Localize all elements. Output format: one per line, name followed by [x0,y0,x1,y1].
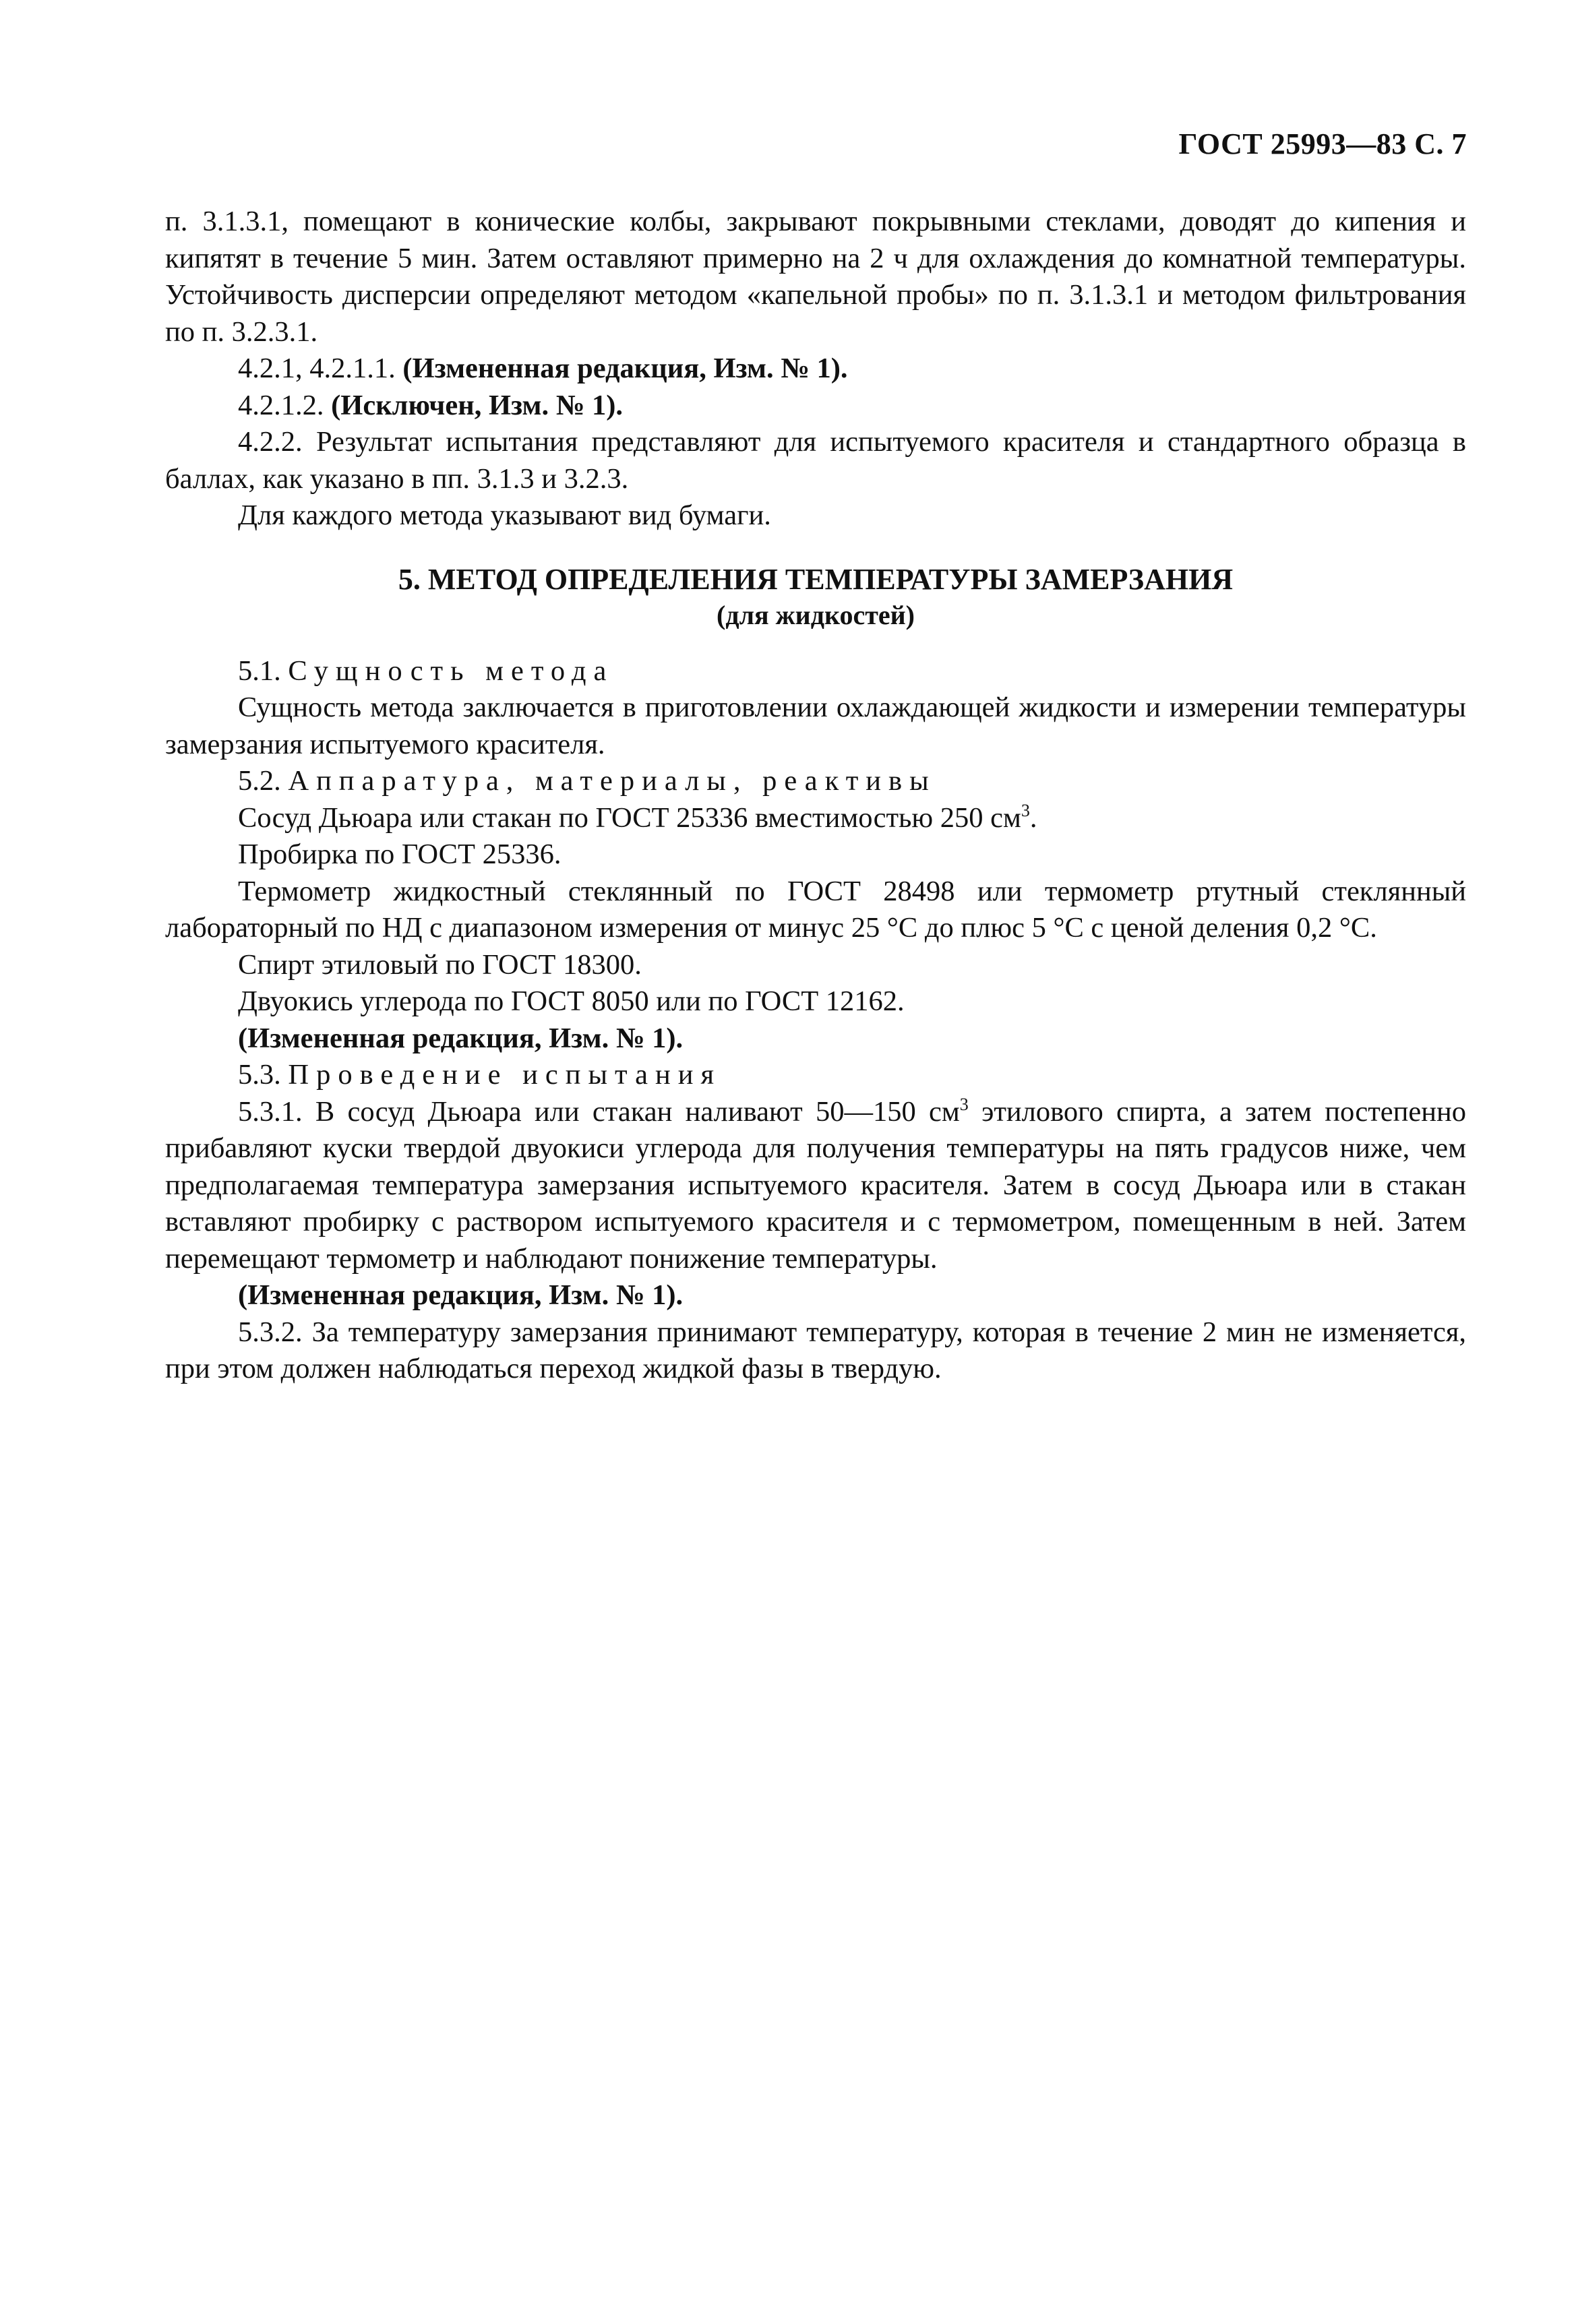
paragraph-test-tube: Пробирка по ГОСТ 25336. [238,838,562,870]
section-title: 5. МЕТОД ОПРЕДЕЛЕНИЯ ТЕМПЕРАТУРЫ ЗАМЕРЗАНИЯ [398,562,1234,596]
paragraph-carbon-dioxide: Двуокись углерода по ГОСТ 8050 или по ГОСТ 12162. [238,985,905,1017]
spaced-heading: Сущность метода [288,654,614,687]
clause-number: 4.2.1, 4.2.1.1. [238,353,403,384]
paragraph-text-cont: этилового спирта, а затем постепенно прибавляют куски твердой двуокиси углерода для получения температуры на пять градусов ниже, чем предполагаемая температура замерзания испытуемого красителя. Затем в сосуд Дьюара или в стакан вставляют пробирку с раствором испытуемого красителя и с термометром, помещенным в ней. Затем перемещают термометр и наблюдают понижение температуры. [165,1095,1466,1275]
spaced-heading: Аппаратура, материалы, реактивы [288,765,936,797]
section-subtitle: (для жидкостей) [717,599,915,630]
clause-number: 5.1. [238,654,289,687]
revision-note: (Измененная редакция, Изм. № 1). [238,1279,684,1311]
clause-number: 4.2.1.2. [238,389,332,421]
spaced-heading: Проведение испытания [288,1059,722,1091]
paragraph-4-2-2: 4.2.2. Результат испытания представляют для испытуемого красителя и стандартного образца в баллах, как указано в пп. 3.1.3 и 3.2.3. [165,426,1466,495]
paragraph-excluded-4-2-1-2 [165,388,1466,425]
paragraph-5-3-1 [165,1094,1466,1278]
document-body [165,204,1466,1388]
page-header: ГОСТ 25993—83 С. 7 [1178,127,1467,160]
excluded-note: (Исключен, Изм. № 1). [331,389,624,421]
superscript: 3 [1021,800,1030,820]
clause-number: 5.3. [238,1059,289,1091]
paragraph-text: 5.3.1. В сосуд Дьюара или стакан наливают 50—150 см [238,1095,960,1128]
revision-note: (Измененная редакция, Изм. № 1). [402,353,848,384]
subsection-heading-5-1 [165,653,1466,690]
clause-number: 5.2. [238,765,289,797]
subsection-heading-5-3 [165,1057,1466,1094]
subsection-heading-5-2 [165,763,1466,800]
paragraph-method-essence: Сущность метода заключается в приготовлении охлаждающей жидкости и измерении температуры замерзания испытуемого красителя. [165,692,1466,760]
vessel-text: Сосуд Дьюара или стакан по ГОСТ 25336 вместимостью 250 см [238,801,1021,834]
paragraph-paper-type: Для каждого метода указывают вид бумаги. [238,499,771,531]
paragraph-5-3-2: 5.3.2. За температуру замерзания принимают температуру, которая в течение 2 мин не изменяется, при этом должен наблюдаться переход жидкой фазы в твердую. [165,1316,1466,1384]
paragraph-continuation: п. 3.1.3.1, помещают в конические колбы, закрывают покрывными стеклами, доводят до кипения и кипятят в течение 5 мин. Затем оставляют примерно на 2 ч для охлаждения до комнатной температуры. Устойчивость дисперсии определяют методом «капельной пробы» по п. 3.1.3.1 и методом фильтрования по п. 3.2.3.1. [165,206,1466,348]
superscript: 3 [959,1094,969,1114]
paragraph-alcohol: Спирт этиловый по ГОСТ 18300. [238,948,642,981]
revision-note: (Измененная редакция, Изм. № 1). [238,1022,684,1054]
paragraph-revision-4-2-1 [165,350,1466,388]
paragraph-thermometer: Термометр жидкостный стеклянный по ГОСТ 28498 или термометр ртутный стеклянный лабораторный по НД с диапазоном измерения от минус 25 °С до плюс 5 °С с ценой деления 0,2 °С. [165,875,1466,944]
paragraph-vessel [165,800,1466,837]
vessel-text-end: . [1029,801,1037,834]
